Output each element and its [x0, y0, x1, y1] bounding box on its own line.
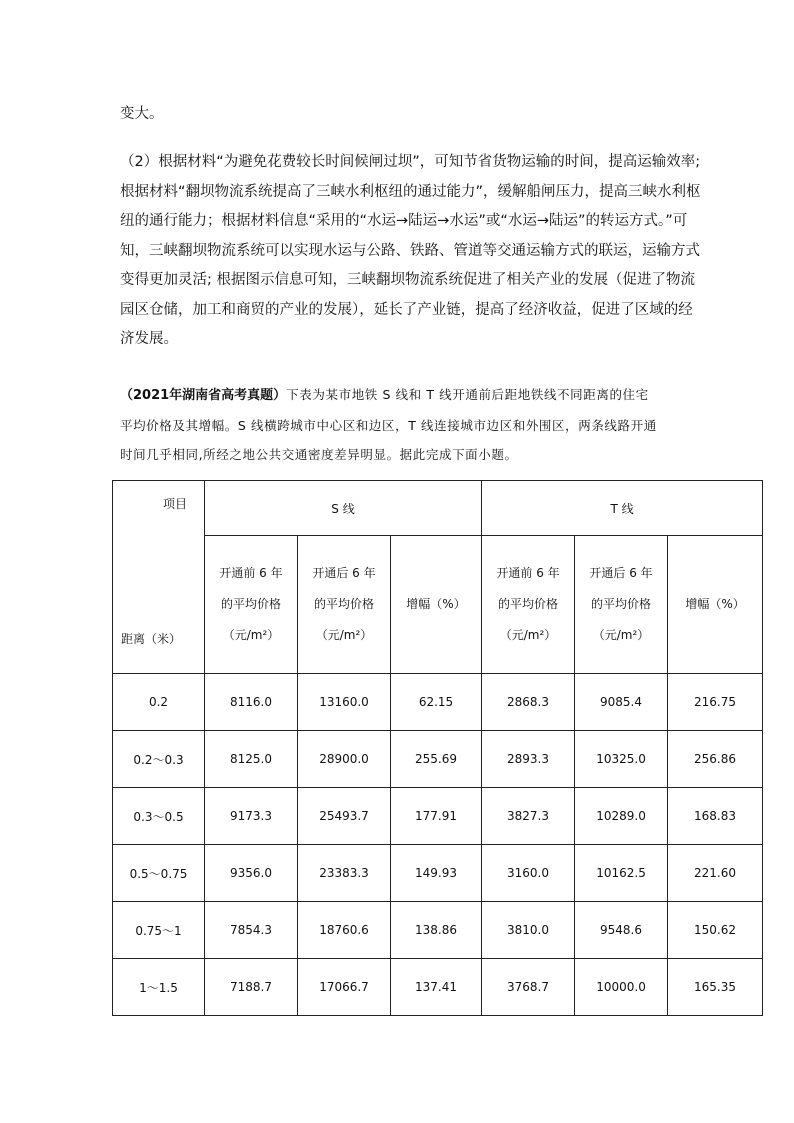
answer-paragraph [120, 148, 701, 355]
s-after-price-cell: 23383.3 [298, 845, 391, 902]
subheader-line: 开通前 6 年 [496, 566, 560, 580]
paragraph-line: 园区仓储，加工和商贸的产业的发展），延长了产业链，提高了经济收益，促进了区域的经 [120, 301, 693, 318]
subheader-line: （元/m²） [499, 628, 557, 642]
s-after-header [298, 536, 391, 674]
subheader-line: （元/m²） [222, 628, 280, 642]
t-before-price-cell: 3827.3 [482, 788, 575, 845]
question-intro [120, 380, 685, 470]
t-growth-cell: 221.60 [668, 845, 763, 902]
table-row [113, 902, 763, 959]
s-growth-cell: 62.15 [391, 674, 482, 731]
s-before-header [205, 536, 298, 674]
subheader-line: 的平均价格 [220, 597, 281, 611]
t-growth-cell: 256.86 [668, 731, 763, 788]
paragraph-line: 根据材料“翻坝物流系统提高了三峡水利枢纽的通过能力”，缓解船闸压力，提高三峡水利枢 [120, 183, 701, 200]
t-before-price-cell: 2893.3 [482, 731, 575, 788]
s-before-price-cell: 7854.3 [205, 902, 298, 959]
subheader-line: 的平均价格 [591, 597, 652, 611]
s-growth-cell: 255.69 [391, 731, 482, 788]
paragraph-line: 知，三峡翻坝物流系统可以实现水运与公路、铁路、管道等交通运输方式的联运，运输方式 [120, 242, 700, 259]
paragraph-line: 变得更加灵活; 根据图示信息可知，三峡翻坝物流系统促进了相关产业的发展（促进了物流 [120, 272, 695, 288]
corner-distance-label: 距离（米） [121, 632, 182, 646]
s-before-price-cell: 8125.0 [205, 731, 298, 788]
t-growth-cell: 150.62 [668, 902, 763, 959]
t-growth-cell: 216.75 [668, 674, 763, 731]
table-row [113, 788, 763, 845]
intro-line [120, 380, 685, 411]
paragraph-line: 济发展。 [120, 331, 178, 347]
s-growth-cell: 137.41 [391, 959, 482, 1016]
s-before-price-cell: 9173.3 [205, 788, 298, 845]
distance-cell: 0.2～0.3 [113, 731, 205, 788]
t-before-header [482, 536, 575, 674]
t-line-header: T 线 [482, 481, 763, 536]
subheader-line: 的平均价格 [498, 597, 559, 611]
paragraph-line: 纽的通行能力；根据材料信息“采用的“水运→陆运→水运”或“水运→陆运”的转运方式。”可 [120, 213, 688, 229]
s-growth-header: 增幅（%） [391, 536, 482, 674]
t-after-price-cell: 10289.0 [575, 788, 668, 845]
s-after-price-cell: 13160.0 [298, 674, 391, 731]
t-growth-cell: 168.83 [668, 788, 763, 845]
paragraph-line: （2）根据材料“为避免花费较长时间候闸过坝”，可知节省货物运输的时间，提高运输效率; [120, 154, 701, 170]
s-before-price-cell: 8116.0 [205, 674, 298, 731]
s-growth-cell: 149.93 [391, 845, 482, 902]
s-before-price-cell: 9356.0 [205, 845, 298, 902]
table-row [113, 845, 763, 902]
t-before-price-cell: 2868.3 [482, 674, 575, 731]
intro-line: 平均价格及其增幅。S 线横跨城市中心区和边区，T 线连接城市边区和外围区，两条线路开通 [120, 417, 657, 433]
t-after-price-cell: 10162.5 [575, 845, 668, 902]
t-before-price-cell: 3768.7 [482, 959, 575, 1016]
table-row [113, 959, 763, 1016]
corner-cell [113, 481, 205, 674]
s-after-price-cell: 28900.0 [298, 731, 391, 788]
distance-cell: 0.5～0.75 [113, 845, 205, 902]
table-row [113, 674, 763, 731]
t-after-header [575, 536, 668, 674]
subheader-line: （元/m²） [592, 628, 650, 642]
question-source: （2021年湖南省高考真题） [120, 388, 287, 403]
text-line: 变大。 [120, 106, 164, 122]
t-after-price-cell: 10000.0 [575, 959, 668, 1016]
subheader-line: 开通前 6 年 [219, 566, 283, 580]
t-growth-header: 增幅（%） [668, 536, 763, 674]
price-table [112, 480, 763, 1016]
distance-cell: 1～1.5 [113, 959, 205, 1016]
t-after-price-cell: 9085.4 [575, 674, 668, 731]
t-growth-cell: 165.35 [668, 959, 763, 1016]
subheader-line: （元/m²） [315, 628, 373, 642]
subheader-line: 的平均价格 [313, 597, 374, 611]
s-growth-cell: 177.91 [391, 788, 482, 845]
s-after-price-cell: 17066.7 [298, 959, 391, 1016]
s-line-header: S 线 [205, 481, 482, 536]
s-after-price-cell: 25493.7 [298, 788, 391, 845]
subheader-line: 开通后 6 年 [589, 566, 653, 580]
table-subheader-row [113, 536, 763, 674]
intro-line: 时间几乎相同,所经之地公共交通密度差异明显。据此完成下面小题。 [120, 447, 518, 462]
subheader-line: 开通后 6 年 [312, 566, 376, 580]
corner-item-label: 项目 [163, 497, 188, 511]
distance-cell: 0.75～1 [113, 902, 205, 959]
table-header-row [113, 481, 763, 536]
t-before-price-cell: 3810.0 [482, 902, 575, 959]
distance-cell: 0.2 [113, 674, 205, 731]
distance-cell: 0.3～0.5 [113, 788, 205, 845]
table-row [113, 731, 763, 788]
intro-text: 下表为某市地铁 S 线和 T 线开通前后距地铁线不同距离的住宅 [286, 387, 649, 402]
s-after-price-cell: 18760.6 [298, 902, 391, 959]
s-growth-cell: 138.86 [391, 902, 482, 959]
t-after-price-cell: 10325.0 [575, 731, 668, 788]
s-before-price-cell: 7188.7 [205, 959, 298, 1016]
t-after-price-cell: 9548.6 [575, 902, 668, 959]
t-before-price-cell: 3160.0 [482, 845, 575, 902]
